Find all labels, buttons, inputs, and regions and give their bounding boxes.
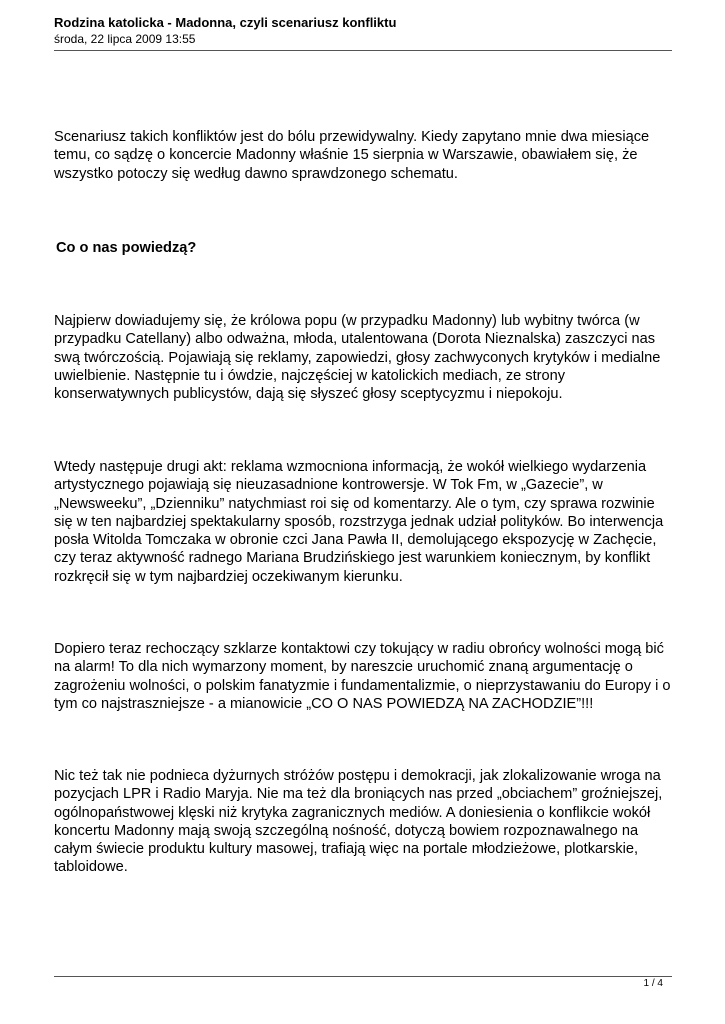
document-date: środa, 22 lipca 2009 13:55 (54, 32, 196, 46)
paragraph-3: Wtedy następuje drugi akt: reklama wzmocniona informacją, że wokół wielkiego wydarzenia artystycznego pojawiają się nieuzasadnione kontrowersje. W Tok Fm, w „Gazecie”, w „Newsweeku”, „Dzienniku” natychmiast roi się od komentarzy. Ale o tym, czy sprawa rozwinie się w ten najbardziej spektakularny sposób, rozstrzyga jednak udział polityków. Bo interwencja posła Witolda Tomczaka w obronie czci Jana Pawła II, demolującego ekspozycję w Zachęcie, czy teraz aktywność radnego Mariana Brudzińskiego jest warunkiem koniecznym, by konflikt rozkręcił się w tym najbardziej oczekiwanym kierunku. (54, 459, 664, 585)
footer-divider (54, 976, 672, 977)
paragraph-2: Najpierw dowiadujemy się, że królowa popu (w przypadku Madonny) lub wybitny twórca (w przypadku Catellany) albo odważna, młoda, utalentowana (Dorota Nieznalska) zaszczyci nas swą twórczością. Pojawiają się reklamy, zapowiedzi, głosy zachwyconych krytyków i medialne uwielbienie. Następnie tu i ówdzie, najczęściej w katolickich mediach, ze strony konserwatywnych publicystów, dają się słyszeć głosy sceptycyzmu i niepokoju. (54, 313, 661, 403)
page-number: 1 / 4 (643, 978, 663, 989)
paragraph-1: Scenariusz takich konfliktów jest do bólu przewidywalny. Kiedy zapytano mnie dwa miesiące temu, co sądzę o koncercie Madonny właśnie 15 sierpnia w Warszawie, obawiałem się, że wszystko potoczy się według dawno sprawdzonego schematu. (54, 129, 650, 182)
document-header (54, 14, 672, 47)
paragraph-4: Dopiero teraz rechoczący szklarze kontaktowi czy tokujący w radiu obrońcy wolności mogą bić na alarm! To dla nich wymarzony moment, by nareszcie uruchomić znaną argumentację o zagrożeniu wolności, o polskim fanatyzmie i fundamentalizmie, o nieprzystawaniu do Europy i o tym co najstraszniejsze - a mianowicie „CO O NAS POWIEDZĄ NA ZACHODZIE”!!! (54, 641, 671, 712)
paragraph-5: Nic też tak nie podnieca dyżurnych stróżów postępu i demokracji, jak zlokalizowanie wroga na pozycjach LPR i Radio Maryja. Nie ma też dla broniących nas przed „obciachem” groźniejszej, ogólnopaństwowej klęski niż krytyka zagranicznych mediów. A doniesienia o konflikcie wokół koncertu Madonny mają swoją szczególną nośność, dotyczą bowiem rozpoznawalnego na całym świecie produktu kultury masowej, trafiają więc na portale młodzieżowe, plotkarskie, tabloidowe. (54, 768, 663, 876)
document-title: Rodzina katolicka - Madonna, czyli scenariusz konfliktu (54, 15, 397, 30)
section-heading: Co o nas powiedzą? (56, 240, 197, 256)
header-divider (54, 50, 672, 51)
